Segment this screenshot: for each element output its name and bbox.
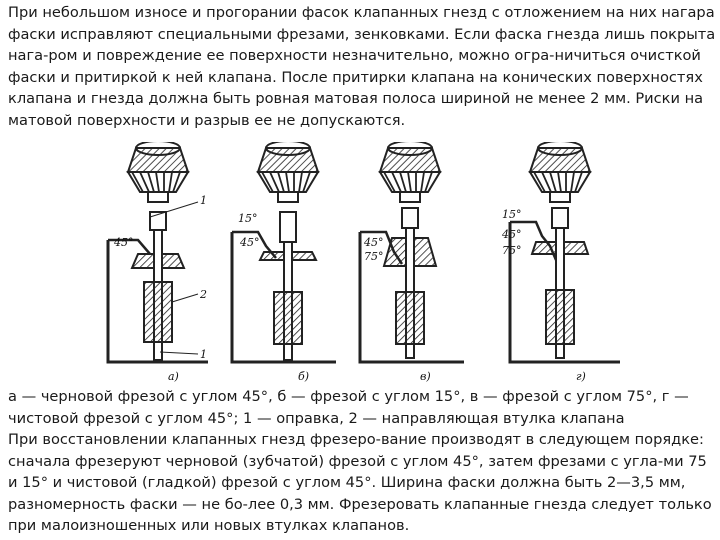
angle-label: 45° <box>114 236 134 249</box>
body-paragraph: При восстановлении клапанных гнезд фрезеро-вание производят в следующем порядке: сначала фрезеруют черновой (зубчатой) фрезой с углом 45°, затем фрезами с угла-ми 75 и 15° и чистовой (гладкой) фрезой с углом 45°. Ширина фаски должна быть 2—3,5 мм, разномерность фаски — не бо-лее 0,3 мм. Фрезеровать клапанные гнезда следует только при малоизношенных или новых втулках клапанов. <box>8 431 712 535</box>
angle-label: 75° <box>502 244 522 257</box>
panel-letter: а) <box>168 370 179 383</box>
angle-label: 15° <box>502 208 522 221</box>
angle-label: 45° <box>240 236 260 249</box>
intro-paragraph: При небольшом износе и прогорании фасок клапанных гнезд с отложением на них нагара фаски исправляют специальными фрезами, зенковками. Если фаска гнезда лишь покрыта нага-ром и повреждение ее поверхности незначительно, можно огра-ничиться очисткой фаски и притиркой к ней клапана. После притирки клапана на конических поверхностях клапана и гнезда должна быть ровная матовая полоса шириной не менее 2 мм. Риски на матовой поверхности и разрыв ее не допускаются. <box>8 4 716 129</box>
angle-label: 75° <box>364 250 384 263</box>
panel-letter: б) <box>298 370 310 383</box>
angle-label: 45° <box>502 228 522 241</box>
panel-a <box>108 142 208 383</box>
valve-seat-milling-figure <box>88 142 628 384</box>
panel-c <box>360 142 464 383</box>
callout-label: 1 <box>200 348 207 361</box>
figure-caption: а — черновой фрезой с углом 45°, б — фрезой с углом 15°, в — фрезой с углом 75°, г — чистовой фрезой с углом 45°; 1 — оправка, 2 — направляющая втулка клапана <box>8 388 689 427</box>
panel-d <box>501 142 620 383</box>
panel-letter: г) <box>576 370 586 383</box>
angle-label: 15° <box>238 212 258 225</box>
angle-label: 45° <box>364 236 384 249</box>
panel-b <box>232 142 336 383</box>
callout-label: 1 <box>200 194 207 207</box>
callout-label: 2 <box>200 288 207 301</box>
panel-letter: в) <box>420 370 431 383</box>
